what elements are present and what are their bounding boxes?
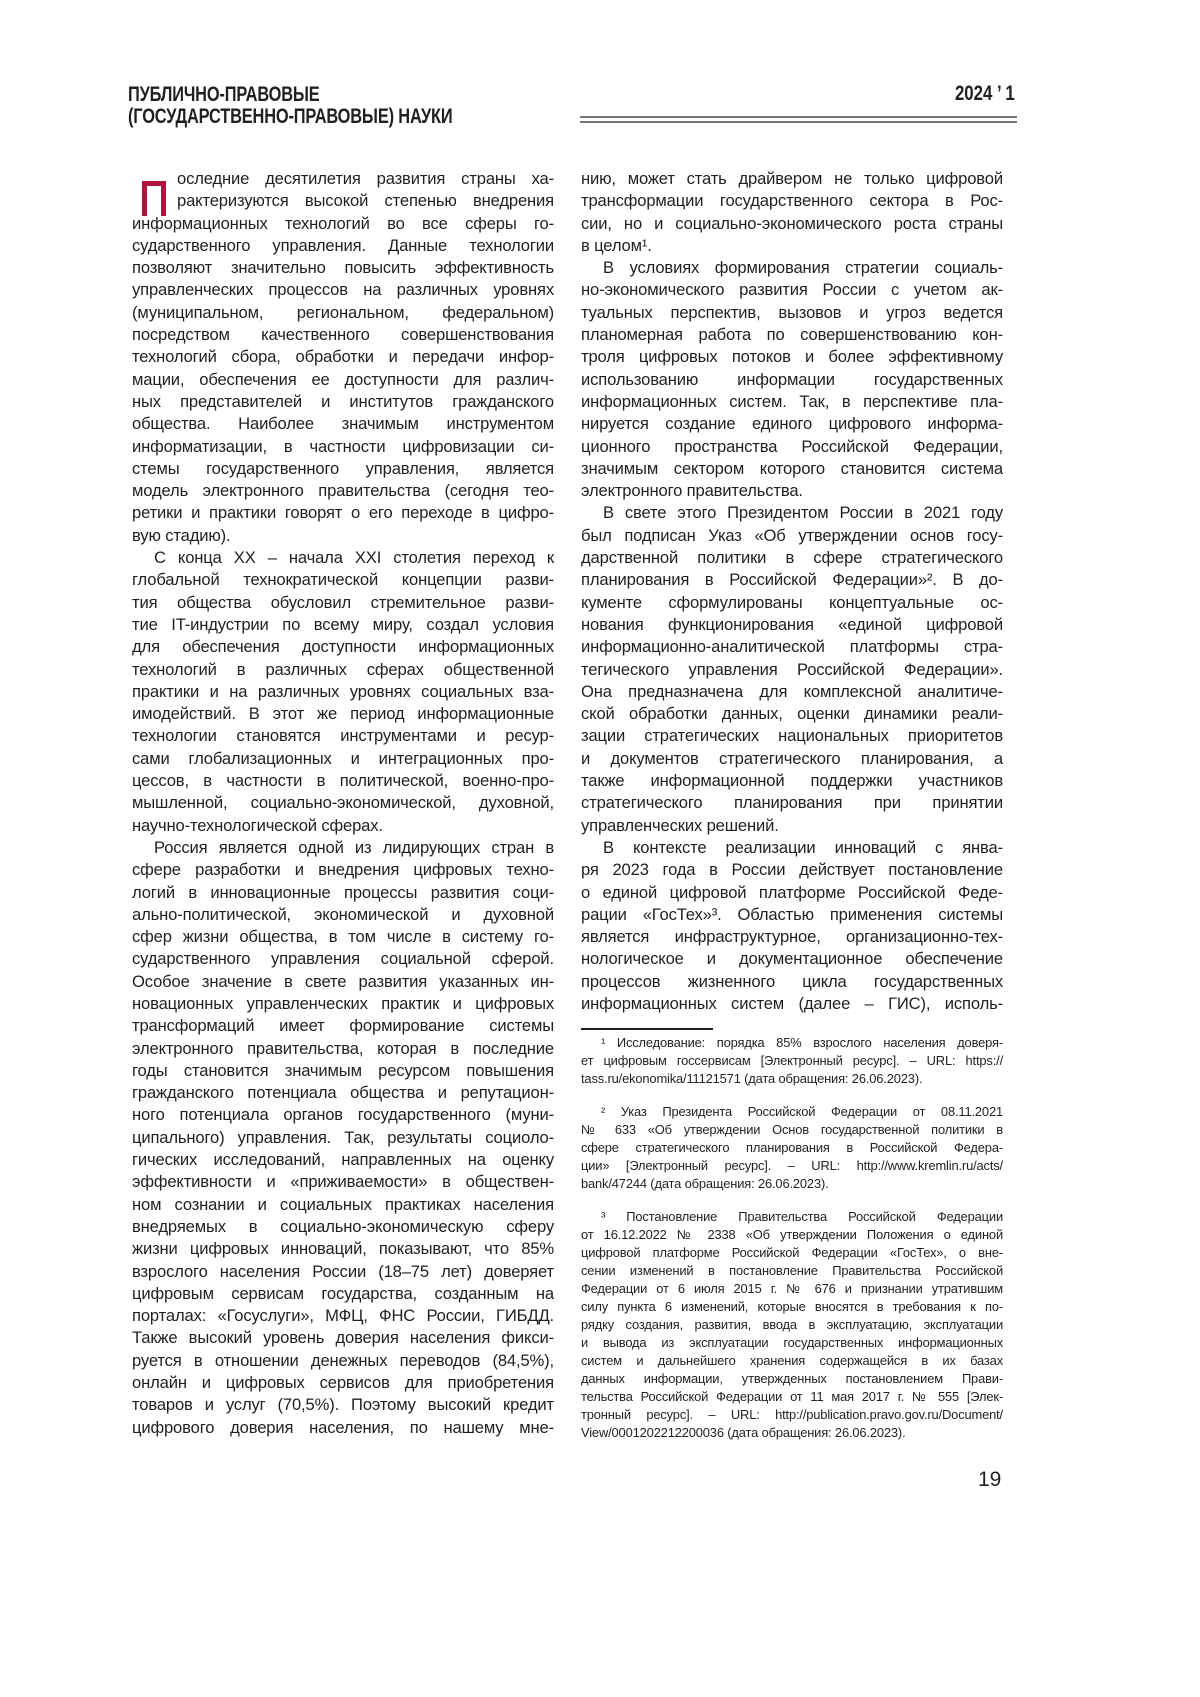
text-line: стемы государственного управления, является xyxy=(132,458,554,480)
text-line: позволяют значительно повысить эффективность xyxy=(132,257,554,279)
text-line: (муниципальном, региональном, федеральном) xyxy=(132,302,554,324)
text-line: Россия является одной из лидирующих стран в xyxy=(132,837,554,859)
text-line: технологии становятся инструментами и ресур- xyxy=(132,725,554,747)
text-line: ционного пространства Российской Федерации, xyxy=(581,436,1003,458)
text-line: нования функционирования «единой цифровой xyxy=(581,614,1003,636)
section-title-line-1: ПУБЛИЧНО-ПРАВОВЫЕ xyxy=(128,84,452,106)
text-line: ного потенциала органов государственного (муни- xyxy=(132,1104,554,1126)
text-line: научно-технологической сферах. xyxy=(132,815,554,837)
text-line: тия общества обусловил стремительное разви- xyxy=(132,592,554,614)
text-line: сударственного управления. Данные технологии xyxy=(132,235,554,257)
text-line: информационных систем. Так, в перспективе пла- xyxy=(581,391,1003,413)
text-line: В контексте реализации инноваций с янва- xyxy=(581,837,1003,859)
text-line: сфере стратегического планирования в Российской Федера- xyxy=(581,1139,1003,1157)
text-line: Федерации от 6 июля 2015 г. № 676 и признании утратившим xyxy=(581,1280,1003,1298)
text-line: является инфраструктурное, организационно-тех- xyxy=(581,926,1003,948)
text-line: общества. Наиболее значимым инструментом xyxy=(132,413,554,435)
text-line: значимым сектором которого становится система xyxy=(581,458,1003,480)
text-line: также информационной поддержки участников xyxy=(581,770,1003,792)
text-line: цифровым сервисам государства, созданным на xyxy=(132,1283,554,1305)
text-line: от 16.12.2022 № 2338 «Об утверждении Положения о единой xyxy=(581,1226,1003,1244)
text-line: рядку создания, развития, ввода в эксплуатацию, эксплуатации xyxy=(581,1316,1003,1334)
text-line: руется в отношении денежных переводов (84,5%), xyxy=(132,1350,554,1372)
text-line: сами глобализационных и интеграционных про- xyxy=(132,748,554,770)
text-line: был подписан Указ «Об утверждении основ госу- xyxy=(581,525,1003,547)
section-title xyxy=(128,84,452,128)
text-line: внедряемых в социально-экономическую сферу xyxy=(132,1216,554,1238)
text-line: View/0001202212200036 (дата обращения: 26.06.2023). xyxy=(581,1424,1003,1442)
text-line: трансформации государственного сектора в Рос- xyxy=(581,190,1003,212)
right-column xyxy=(581,168,1003,1015)
text-line: годы становится значимым ресурсом повышения xyxy=(132,1060,554,1082)
text-line: планирования в Российской Федерации»². В до- xyxy=(581,569,1003,591)
text-line: информационных систем (далее – ГИС), исполь- xyxy=(581,993,1003,1015)
text-line: гических исследований, направленных на оценку xyxy=(132,1149,554,1171)
text-line: № 633 «Об утверждении Основ государственной политики в xyxy=(581,1121,1003,1139)
header-rule-top xyxy=(580,116,1017,118)
footnote xyxy=(581,1103,1003,1193)
text-line: В условиях формирования стратегии социаль- xyxy=(581,257,1003,279)
text-line: эффективности и «приживаемости» в обществен- xyxy=(132,1171,554,1193)
text-line: использованию информации государственных xyxy=(581,369,1003,391)
paragraph xyxy=(581,257,1003,502)
text-line: но-экономического развития России с учетом ак- xyxy=(581,279,1003,301)
text-line: ³ Постановление Правительства Российской Федерации xyxy=(581,1208,1003,1226)
text-line: рации «ГосТех»³. Областью применения системы xyxy=(581,904,1003,926)
text-line: ных представителей и институтов гражданского xyxy=(132,391,554,413)
text-line: в целом¹. xyxy=(581,235,1003,257)
text-line: информатизации, в частности цифровизации си- xyxy=(132,436,554,458)
text-line: практики и на различных уровнях социальных вза- xyxy=(132,681,554,703)
text-line: В свете этого Президентом России в 2021 году xyxy=(581,502,1003,524)
text-line: технологий сбора, обработки и передачи инфор- xyxy=(132,346,554,368)
text-line: дарственной политики в сфере стратегического xyxy=(581,547,1003,569)
text-line: ретики и практики говорят о его переходе в цифро- xyxy=(132,502,554,524)
text-line: ² Указ Президента Российской Федерации от 08.11.2021 xyxy=(581,1103,1003,1121)
text-line: Она предназначена для комплексной аналитиче- xyxy=(581,681,1003,703)
text-line: сударственного управления социальной сферой. xyxy=(132,948,554,970)
text-line: С конца XX – начала XXI столетия переход к xyxy=(132,547,554,569)
text-line: порталах: «Госуслуги», МФЦ, ФНС России, ГИБДД. xyxy=(132,1305,554,1327)
text-line: электронного правительства, которая в последние xyxy=(132,1038,554,1060)
text-line: нию, может стать драйвером не только цифровой xyxy=(581,168,1003,190)
text-line: мышленной, социально-экономической, духовной, xyxy=(132,792,554,814)
text-line: tass.ru/ekonomika/11121571 (дата обращения: 26.06.2023). xyxy=(581,1070,1003,1088)
text-line: силу пункта 6 изменений, которые вносятся в требования к по- xyxy=(581,1298,1003,1316)
text-line: гражданского потенциала общества и репутацион- xyxy=(132,1082,554,1104)
page-number: 19 xyxy=(978,1468,1001,1492)
text-line: ально-политической, экономической и духовной xyxy=(132,904,554,926)
text-line: и документов стратегического планирования, а xyxy=(581,748,1003,770)
text-line: зации стратегических национальных приоритетов xyxy=(581,725,1003,747)
text-line: ской обработки данных, оценки динамики реали- xyxy=(581,703,1003,725)
text-line: Также высокий уровень доверия населения фикси- xyxy=(132,1327,554,1349)
text-line: туальных перспектив, вызовов и угроз ведется xyxy=(581,302,1003,324)
paragraph xyxy=(581,837,1003,1015)
issue-number: 2024 ’ 1 xyxy=(955,82,1015,106)
text-line: кументе сформулированы концептуальные ос- xyxy=(581,592,1003,614)
text-line: жизни цифровых инноваций, показывают, что 85% xyxy=(132,1238,554,1260)
text-line: сфере разработки и внедрения цифровых техно- xyxy=(132,859,554,881)
text-line: рактеризуются высокой степенью внедрения xyxy=(132,190,554,212)
text-line: стратегического планирования при принятии xyxy=(581,792,1003,814)
text-line: планомерная работа по совершенствованию кон- xyxy=(581,324,1003,346)
text-line: о единой цифровой платформе Российской Феде- xyxy=(581,882,1003,904)
text-line: процессов жизненного цикла государственных xyxy=(581,971,1003,993)
text-line: взрослого населения России (18–75 лет) доверяет xyxy=(132,1261,554,1283)
text-line: ном сознании и социальных практиках населения xyxy=(132,1194,554,1216)
text-line: ципального) управления. Так, результаты социоло- xyxy=(132,1127,554,1149)
paragraph xyxy=(132,837,554,1439)
text-line: и вывода из эксплуатации государственных информационных xyxy=(581,1334,1003,1352)
text-line: онлайн и цифровых сервисов для приобретения xyxy=(132,1372,554,1394)
text-line: троля цифровых потоков и более эффективному xyxy=(581,346,1003,368)
text-line: ¹ Исследование: порядка 85% взрослого населения доверя- xyxy=(581,1034,1003,1052)
paragraph xyxy=(581,502,1003,836)
text-line: тронный ресурс]. – URL: http://publication.pravo.gov.ru/Document/ xyxy=(581,1406,1003,1424)
text-line: модель электронного правительства (сегодня тео- xyxy=(132,480,554,502)
text-line: технологий в различных сферах общественной xyxy=(132,659,554,681)
paragraph xyxy=(132,168,554,547)
paragraph xyxy=(132,547,554,837)
text-line: логий в инновационные процессы развития соци- xyxy=(132,882,554,904)
text-line: вую стадию). xyxy=(132,525,554,547)
footnote xyxy=(581,1034,1003,1088)
text-line: bank/47244 (дата обращения: 26.06.2023). xyxy=(581,1175,1003,1193)
text-line: цессов, в частности в политической, военно-про- xyxy=(132,770,554,792)
text-line: Особое значение в свете развития указанных ин- xyxy=(132,971,554,993)
text-line: сфер жизни общества, в том числе в систему го- xyxy=(132,926,554,948)
text-line: для обеспечения доступности информационных xyxy=(132,636,554,658)
text-line: нологическое и документационное обеспечение xyxy=(581,948,1003,970)
text-line: трансформаций имеет формирование системы xyxy=(132,1015,554,1037)
text-line: информационных технологий во все сферы го- xyxy=(132,213,554,235)
text-line: сии, но и социально-экономического роста страны xyxy=(581,213,1003,235)
paragraph xyxy=(581,168,1003,257)
text-line: управленческих решений. xyxy=(581,815,1003,837)
text-line: систем и дальнейшего хранения содержащейся в их базах xyxy=(581,1352,1003,1370)
text-line: тегического управления Российской Федерации». xyxy=(581,659,1003,681)
text-line: ет цифровым госсервисам [Электронный ресурс]. – URL: https:// xyxy=(581,1052,1003,1070)
text-line: товаров и услуг (70,5%). Поэтому высокий кредит xyxy=(132,1394,554,1416)
text-line: управленческих процессов на различных уровнях xyxy=(132,279,554,301)
text-line: тие IT-индустрии по всему миру, создал условия xyxy=(132,614,554,636)
text-line: сении изменений в постановление Правительства Российской xyxy=(581,1262,1003,1280)
text-line: новационных управленческих практик и цифровых xyxy=(132,993,554,1015)
text-line: цифровой платформе Российской Федерации «ГосТех», о вне- xyxy=(581,1244,1003,1262)
header-rule-bottom xyxy=(580,121,1017,123)
text-line: мации, обеспечения ее доступности для различ- xyxy=(132,369,554,391)
text-line: ря 2023 года в России действует постановление xyxy=(581,859,1003,881)
text-line: цифрового доверия населения, по нашему мне- xyxy=(132,1417,554,1439)
footnotes xyxy=(581,1034,1003,1457)
text-line: оследние десятилетия развития страны ха- xyxy=(132,168,554,190)
text-line: электронного правительства. xyxy=(581,480,1003,502)
footnote-separator xyxy=(581,1028,713,1030)
text-line: глобальной технократической концепции разви- xyxy=(132,569,554,591)
text-line: информационно-аналитической платформы стра- xyxy=(581,636,1003,658)
text-line: нируется создание единого цифрового информа- xyxy=(581,413,1003,435)
text-line: ции» [Электронный ресурс]. – URL: http://www.kremlin.ru/acts/ xyxy=(581,1157,1003,1175)
section-title-line-2: (ГОСУДАРСТВЕННО-ПРАВОВЫЕ) НАУКИ xyxy=(128,106,452,128)
left-column xyxy=(132,168,554,1439)
text-line: тельства Российской Федерации от 11 мая 2017 г. № 555 [Элек- xyxy=(581,1388,1003,1406)
text-line: посредством качественного совершенствования xyxy=(132,324,554,346)
text-line: имодействий. В этот же период информационные xyxy=(132,703,554,725)
footnote xyxy=(581,1208,1003,1442)
text-line: данных информации, утвержденных постановлением Прави- xyxy=(581,1370,1003,1388)
